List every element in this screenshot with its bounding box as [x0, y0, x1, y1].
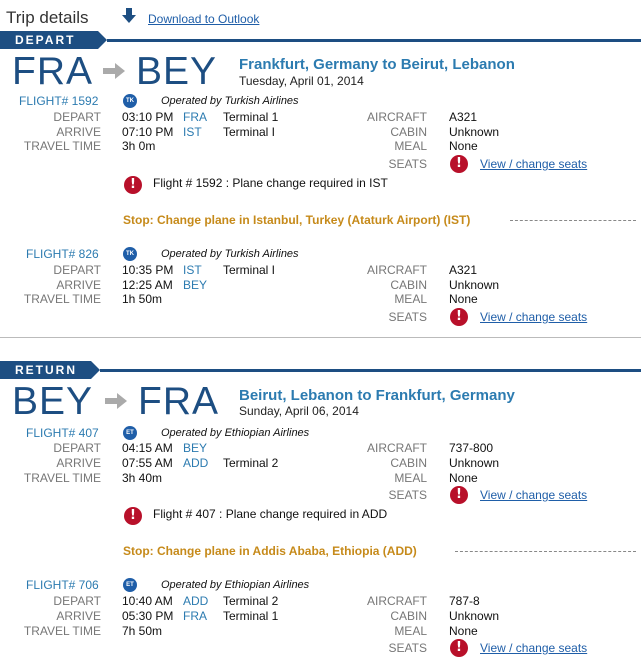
travel-time: 1h 50m [122, 292, 163, 306]
arrive-label: ARRIVE [56, 278, 101, 292]
depart-time: 03:10 PM [122, 110, 174, 124]
stop-notice: Stop: Change plane in Addis Ababa, Ethiopia (ADD) [123, 544, 417, 558]
meal-value: None [449, 624, 478, 638]
stop-divider [455, 551, 636, 552]
depart-banner-line [107, 39, 641, 42]
travel-time: 3h 0m [122, 139, 156, 153]
cabin-value: Unknown [449, 456, 500, 470]
travel-time-label: TRAVEL TIME [23, 471, 101, 485]
aircraft-label: AIRCRAFT [367, 110, 427, 124]
return-origin-code: BEY [12, 380, 94, 423]
section-divider [0, 337, 641, 338]
depart-banner [0, 31, 641, 49]
travel-time-label: TRAVEL TIME [23, 139, 101, 153]
return-route-title: Beirut, Lebanon to Frankfurt, Germany [239, 387, 515, 404]
meal-label: MEAL [394, 292, 427, 306]
arrive-terminal: Terminal 2 [223, 456, 279, 470]
alert-icon: ! [450, 308, 468, 326]
travel-time: 7h 50m [122, 624, 163, 638]
operated-by: Operated by Ethiopian Airlines [161, 579, 310, 591]
seats-label: SEATS [388, 310, 427, 324]
alert-icon: ! [450, 486, 468, 504]
arrive-time: 12:25 AM [122, 278, 173, 292]
meal-value: None [449, 471, 478, 485]
cabin-value: Unknown [449, 278, 500, 292]
depart-airport-link[interactable]: BEY [183, 441, 208, 455]
aircraft-label: AIRCRAFT [367, 441, 427, 455]
arrive-airport-link[interactable]: BEY [183, 278, 208, 292]
view-change-seats-link[interactable]: View / change seats [480, 641, 588, 655]
arrive-terminal: Terminal I [223, 125, 276, 139]
arrive-terminal: Terminal 1 [223, 609, 279, 623]
aircraft-value: A321 [449, 263, 478, 277]
meal-label: MEAL [394, 139, 427, 153]
meal-value: None [449, 139, 478, 153]
airline-logo-icon: ET [123, 426, 137, 440]
airline-logo-icon: TK [123, 247, 137, 261]
cabin-value: Unknown [449, 609, 500, 623]
alert-icon: ! [124, 507, 142, 525]
airline-logo-icon: TK [123, 94, 137, 108]
travel-time-label: TRAVEL TIME [23, 624, 101, 638]
arrive-label: ARRIVE [56, 456, 101, 470]
stop-notice: Stop: Change plane in Istanbul, Turkey (Ataturk Airport) (IST) [123, 213, 471, 227]
arrive-airport-link[interactable]: ADD [183, 456, 209, 470]
travel-time: 3h 40m [122, 471, 163, 485]
depart-time: 04:15 AM [122, 441, 173, 455]
alert-icon: ! [450, 155, 468, 173]
airline-logo-icon: ET [123, 578, 137, 592]
plane-change-notice: Flight # 407 : Plane change required in ADD [153, 507, 388, 521]
route-arrow-icon [103, 63, 125, 79]
return-banner-label: RETURN [0, 361, 91, 379]
depart-origin-code: FRA [12, 50, 93, 93]
aircraft-value: 737-800 [449, 441, 494, 455]
depart-airport-link[interactable]: FRA [183, 110, 207, 124]
depart-time: 10:35 PM [122, 263, 174, 277]
download-arrow-icon[interactable] [122, 8, 136, 24]
arrive-label: ARRIVE [56, 125, 101, 139]
meal-label: MEAL [394, 624, 427, 638]
depart-terminal: Terminal 2 [223, 594, 279, 608]
return-date: Sunday, April 06, 2014 [239, 404, 359, 418]
aircraft-label: AIRCRAFT [367, 594, 427, 608]
depart-time: 10:40 AM [122, 594, 173, 608]
depart-airport-link[interactable]: ADD [183, 594, 209, 608]
flight-number: FLIGHT# 826 [26, 247, 99, 261]
depart-terminal: Terminal I [223, 263, 276, 277]
aircraft-value: 787-8 [449, 594, 480, 608]
meal-value: None [449, 292, 478, 306]
download-outlook-link[interactable]: Download to Outlook [148, 12, 260, 26]
depart-route-title: Frankfurt, Germany to Beirut, Lebanon [239, 56, 515, 73]
flight-number: FLIGHT# 706 [26, 578, 99, 592]
depart-destination-code: BEY [136, 50, 218, 93]
return-destination-code: FRA [138, 380, 219, 423]
aircraft-value: A321 [449, 110, 478, 124]
arrive-time: 07:55 AM [122, 456, 173, 470]
aircraft-label: AIRCRAFT [367, 263, 427, 277]
arrive-airport-link[interactable]: FRA [183, 609, 207, 623]
arrive-time: 05:30 PM [122, 609, 174, 623]
depart-airport-link[interactable]: IST [183, 263, 202, 277]
arrive-label: ARRIVE [56, 609, 101, 623]
travel-time-label: TRAVEL TIME [23, 292, 101, 306]
alert-icon: ! [450, 639, 468, 657]
depart-label: DEPART [53, 594, 101, 608]
operated-by: Operated by Turkish Airlines [161, 248, 299, 260]
return-banner [0, 361, 641, 379]
flight-number: FLIGHT# 407 [26, 426, 99, 440]
depart-date: Tuesday, April 01, 2014 [239, 74, 364, 88]
depart-label: DEPART [53, 110, 101, 124]
cabin-label: CABIN [390, 456, 427, 470]
cabin-value: Unknown [449, 125, 500, 139]
operated-by: Operated by Turkish Airlines [161, 95, 299, 107]
page-title: Trip details [6, 8, 89, 27]
view-change-seats-link[interactable]: View / change seats [480, 310, 588, 324]
depart-terminal: Terminal 1 [223, 110, 279, 124]
alert-icon: ! [124, 176, 142, 194]
seats-label: SEATS [388, 157, 427, 171]
stop-divider [510, 220, 636, 221]
cabin-label: CABIN [390, 278, 427, 292]
depart-label: DEPART [53, 441, 101, 455]
arrive-airport-link[interactable]: IST [183, 125, 202, 139]
operated-by: Operated by Ethiopian Airlines [161, 427, 310, 439]
depart-label: DEPART [53, 263, 101, 277]
view-change-seats-link[interactable]: View / change seats [480, 488, 588, 502]
route-arrow-icon [105, 393, 127, 409]
seats-label: SEATS [388, 488, 427, 502]
cabin-label: CABIN [390, 125, 427, 139]
plane-change-notice: Flight # 1592 : Plane change required in IST [153, 176, 388, 190]
seats-label: SEATS [388, 641, 427, 655]
flight-number: FLIGHT# 1592 [19, 94, 99, 108]
depart-banner-label: DEPART [0, 31, 98, 49]
view-change-seats-link[interactable]: View / change seats [480, 157, 588, 171]
return-banner-line [100, 369, 641, 372]
arrive-time: 07:10 PM [122, 125, 174, 139]
cabin-label: CABIN [390, 609, 427, 623]
meal-label: MEAL [394, 471, 427, 485]
